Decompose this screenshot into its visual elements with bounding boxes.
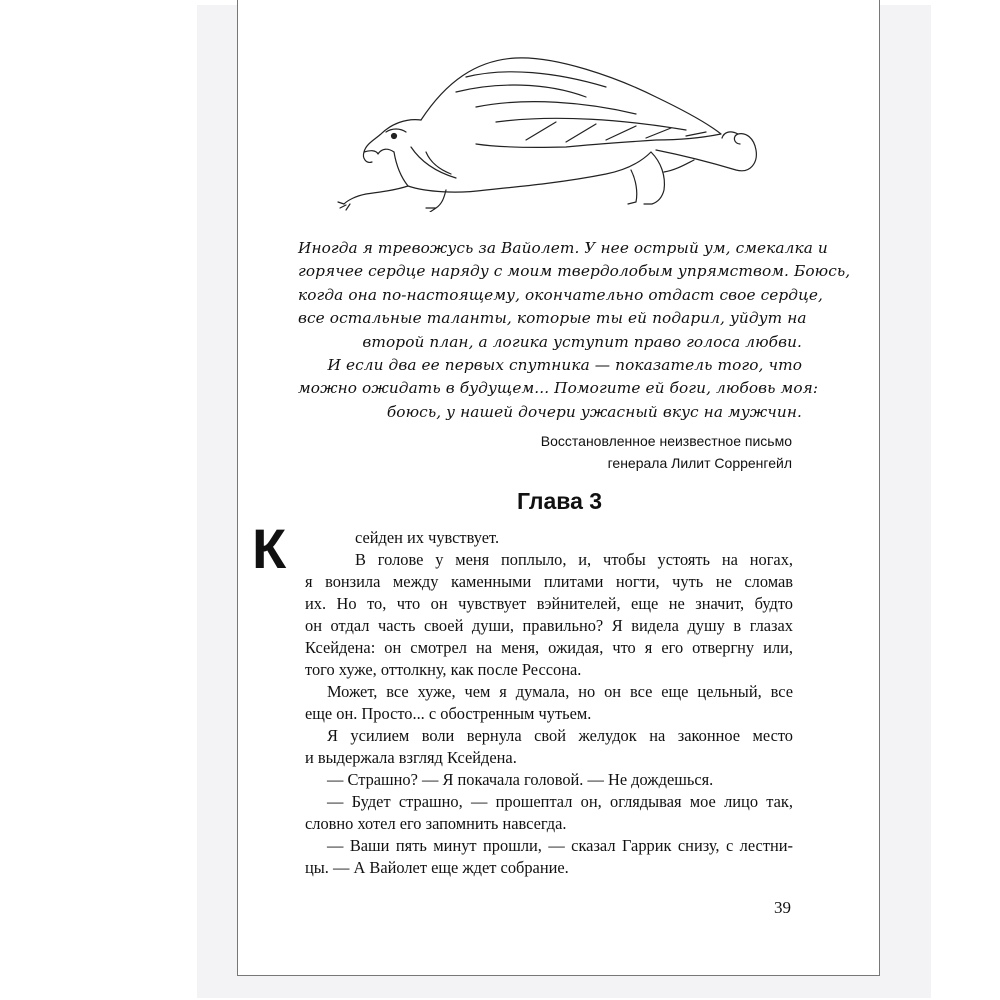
epigraph-source (338, 430, 792, 474)
chapter-title: Глава 3 (516, 488, 603, 514)
body-line: В голове у меня поплыло, и, чтобы устоять на ногах, (355, 550, 793, 569)
epigraph-line: когда она по-настоящему, окончательно отдаст свое сердце, (298, 285, 823, 304)
body-line: — Ваши пять минут прошли, — сказал Гаррик снизу, с лестни- (327, 836, 793, 855)
griffin-illustration (326, 52, 786, 212)
body-line: — Будет страшно, — прошептал он, оглядывая мое лицо так, (327, 792, 793, 811)
epigraph-line: все остальные таланты, которые ты ей подарил, уйдут на (298, 309, 807, 328)
body-line: и выдержала взгляд Ксейдена. (305, 748, 517, 767)
epigraph-line: можно ожидать в будущем... Помогите ей боги, любовь моя: (298, 379, 819, 398)
body-line: он отдал часть своей души, правильно? Я видела душу в глазах (305, 616, 793, 635)
body-line: словно хотел его запомнить навсегда. (305, 814, 567, 833)
epigraph-line: горячее сердце наряду с моим твердолобым упрямством. Боюсь, (298, 262, 851, 281)
epigraph-line: Иногда я тревожусь за Вайолет. У нее острый ум, смекалка и (298, 239, 828, 257)
body-line: Ксейдена: он смотрел на меня, ожидая, что я его отвергну или, (305, 638, 793, 657)
epigraph-source-line: генерала Лилит Сорренгейл (607, 455, 792, 471)
body-line: того хуже, оттолкну, как после Рессона. (305, 660, 582, 679)
page-number: 39 (774, 898, 791, 917)
body-line: — Страшно? — Я покачала головой. — Не дождешься. (327, 770, 714, 789)
body-line: Я усилием воли вернула свой желудок на законное место (327, 726, 793, 745)
body-line: я вонзила между каменными плитами ногти, чуть не сломав (305, 572, 793, 591)
epigraph-line: второй план, а логика уступит право голоса любви. (362, 332, 802, 351)
body-line: еще он. Просто... с обостренным чутьем. (305, 704, 592, 723)
body-line: Может, все хуже, чем я думала, но он все еще цельный, все (327, 682, 793, 701)
epigraph-line: И если два ее первых спутника — показатель того, что (327, 356, 802, 375)
chapter-body (305, 527, 793, 879)
epigraph-line: боюсь, у нашей дочери ужасный вкус на мужчин. (386, 402, 802, 421)
epigraph-source-line: Восстановленное неизвестное письмо (540, 433, 792, 449)
body-line: сейден их чувствует. (355, 528, 500, 547)
book-page (237, 0, 880, 976)
body-line: цы. — А Вайолет еще ждет собрание. (305, 858, 569, 877)
drop-cap: К (252, 517, 287, 580)
body-line: их. Но то, что он чувствует вэйнителей, еще не значит, будто (305, 594, 793, 613)
epigraph (298, 237, 851, 424)
